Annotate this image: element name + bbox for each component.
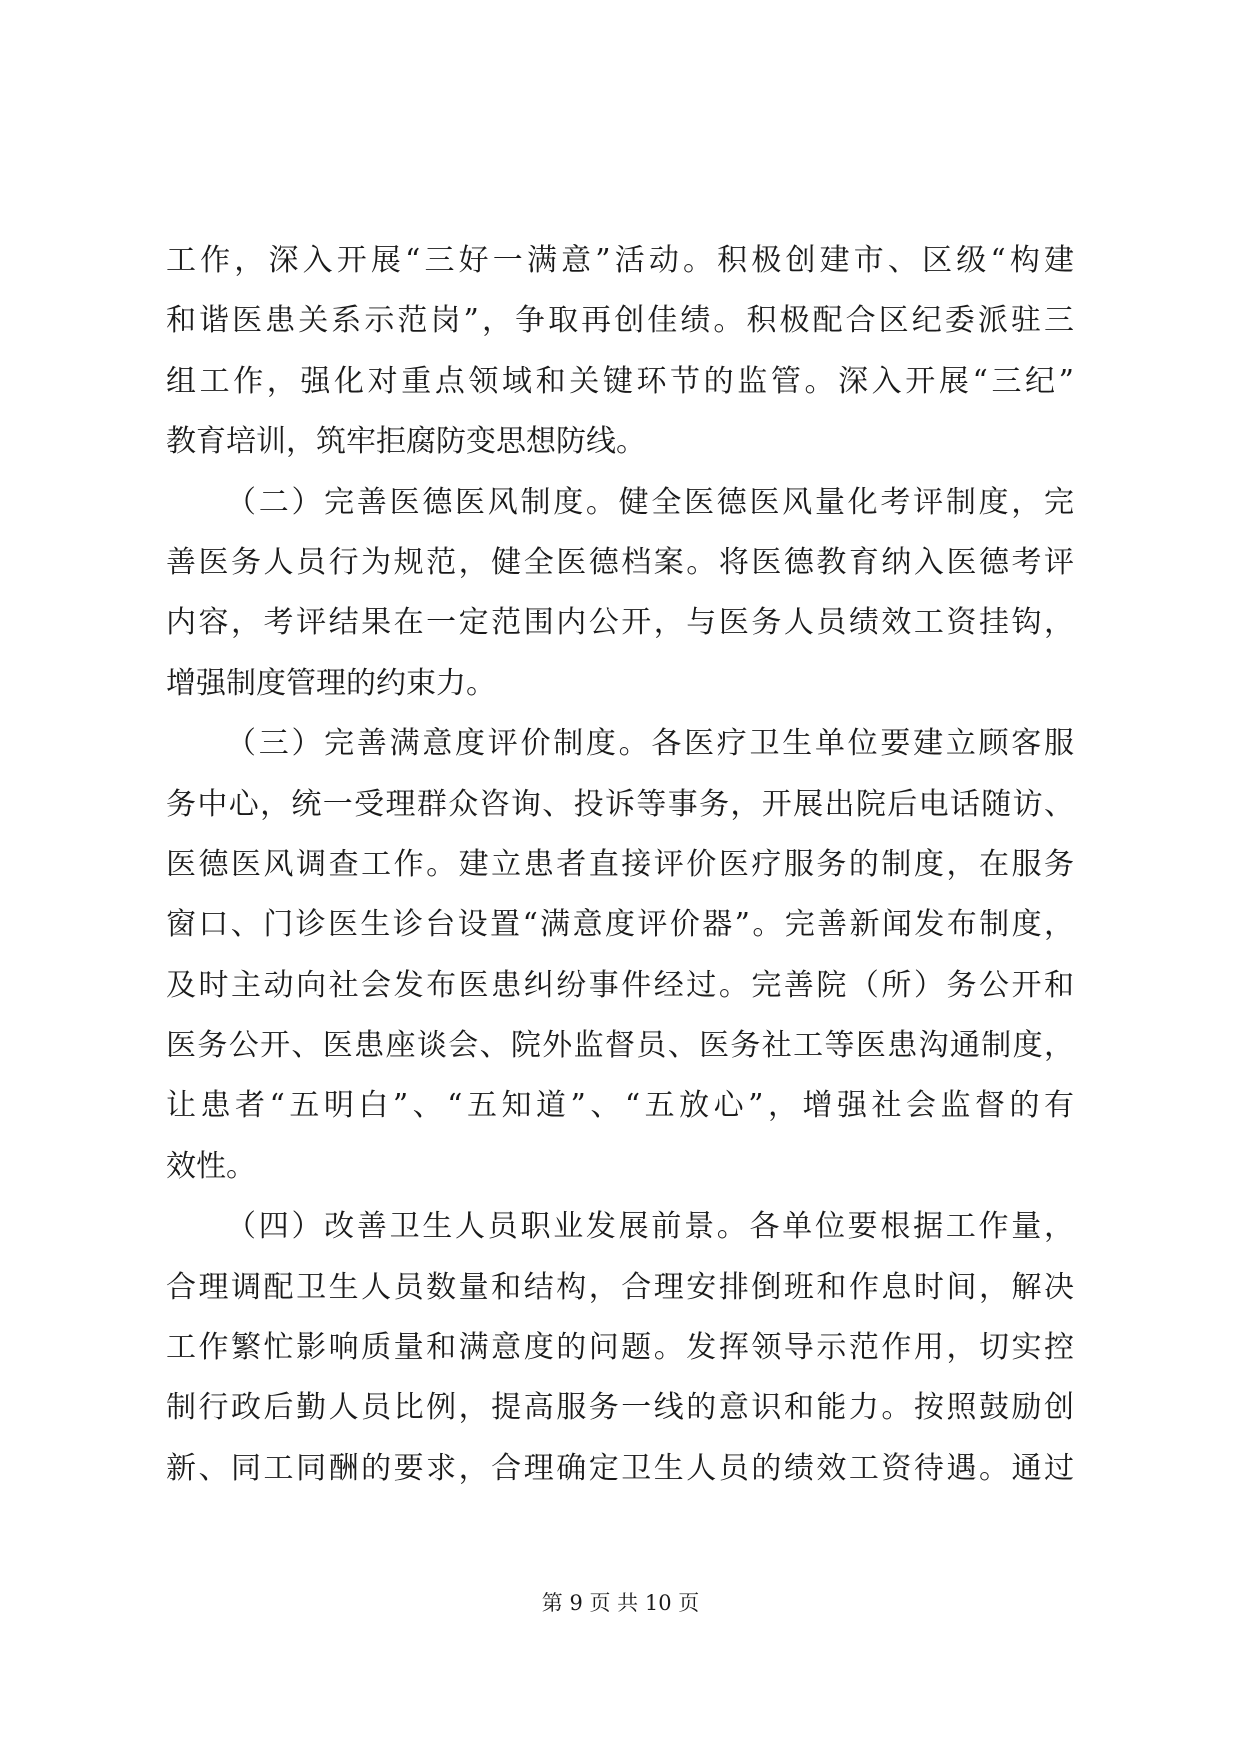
text-line: 工作，深入开展“三好一满意”活动。积极创建市、区级“构建 <box>166 243 1074 278</box>
text-line: 和谐医患关系示范岗”，争取再创佳绩。积极配合区纪委派驻三 <box>166 303 1074 339</box>
text-line: 效性。 <box>166 1148 256 1184</box>
text-line: 工作繁忙影响质量和满意度的问题。发挥领导示范作用，切实控 <box>166 1330 1074 1366</box>
text-line: 医务公开、医患座谈会、院外监督员、医务社工等医患沟通制度， <box>166 1028 1074 1064</box>
text-line: 内容，考评结果在一定范围内公开，与医务人员绩效工资挂钩， <box>166 605 1074 641</box>
text-line: 及时主动向社会发布医患纠纷事件经过。完善院（所）务公开和 <box>166 967 1074 1003</box>
page-footer: 第 9 页 共 10 页 <box>541 1591 700 1615</box>
text-line: 善医务人员行为规范，健全医德档案。将医德教育纳入医德考评 <box>166 544 1074 580</box>
text-line: 教育培训，筑牢拒腐防变思想防线。 <box>166 424 646 460</box>
text-line: 组工作，强化对重点领域和关键环节的监管。深入开展“三纪” <box>166 363 1074 399</box>
body-text <box>166 231 1074 1499</box>
text-line: 增强制度管理的约束力。 <box>166 665 496 701</box>
text-line: 让患者“五明白”、“五知道”、“五放心”，增强社会监督的有 <box>166 1088 1074 1124</box>
text-line: （三）完善满意度评价制度。各医疗卫生单位要建立顾客服 <box>226 726 1074 762</box>
text-line: 窗口、门诊医生诊台设置“满意度评价器”。完善新闻发布制度， <box>166 907 1074 943</box>
text-line: 合理调配卫生人员数量和结构，合理安排倒班和作息时间，解决 <box>166 1269 1074 1305</box>
text-line: （四）改善卫生人员职业发展前景。各单位要根据工作量， <box>226 1209 1074 1245</box>
text-line: 新、同工同酬的要求，合理确定卫生人员的绩效工资待遇。通过 <box>166 1450 1074 1486</box>
text-line: 制行政后勤人员比例，提高服务一线的意识和能力。按照鼓励创 <box>166 1390 1074 1426</box>
text-line: 医德医风调查工作。建立患者直接评价医疗服务的制度，在服务 <box>166 846 1074 882</box>
text-line: （二）完善医德医风制度。健全医德医风量化考评制度，完 <box>226 484 1074 520</box>
text-line: 务中心，统一受理群众咨询、投诉等事务，开展出院后电话随访、 <box>166 786 1074 822</box>
